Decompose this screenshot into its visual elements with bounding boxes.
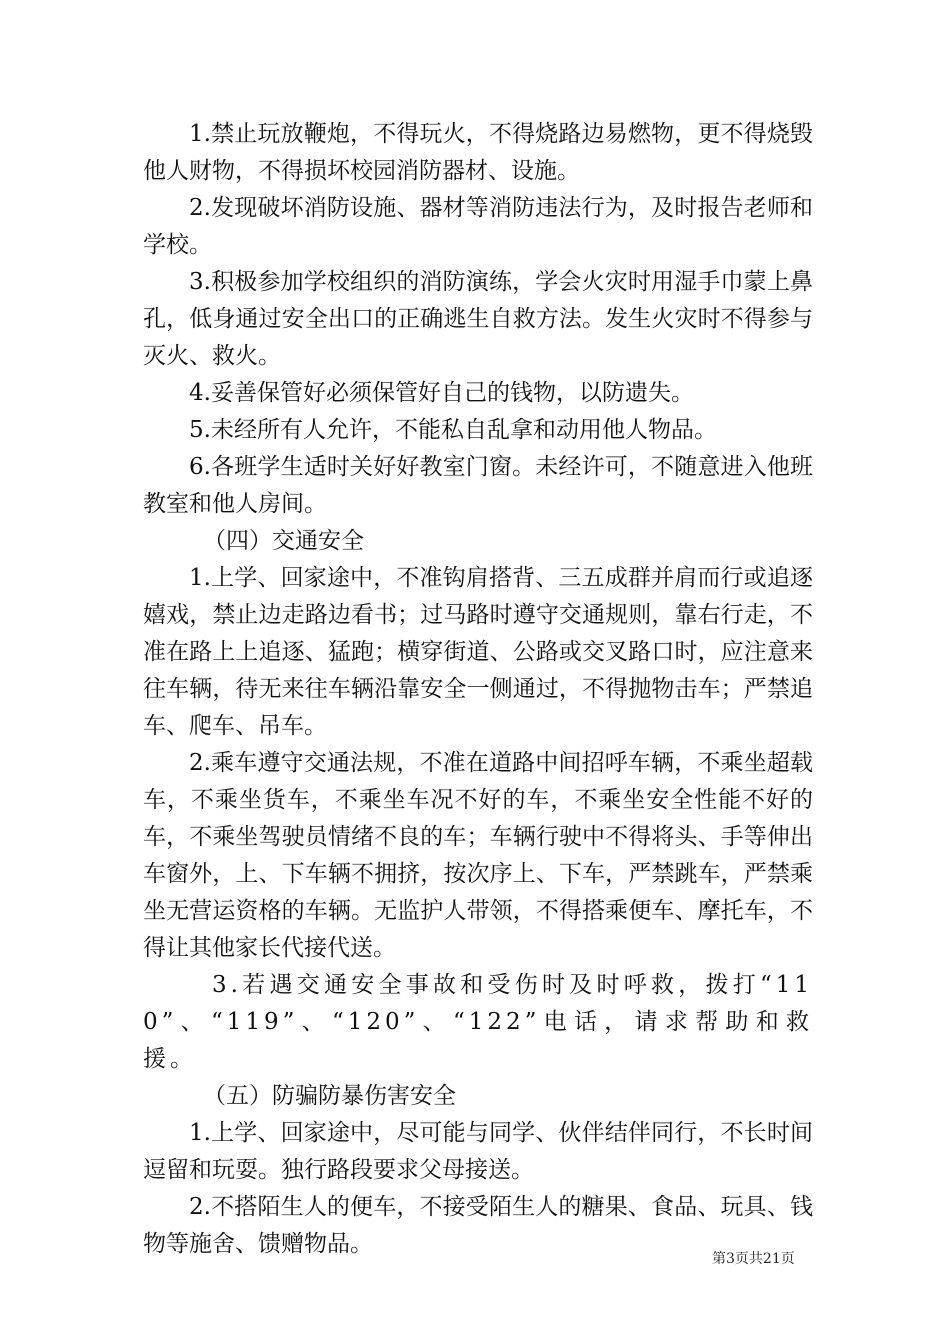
paragraph-fire-2: 2.发现破坏消防设施、器材等消防违法行为，及时报告老师和学校。 — [143, 195, 813, 258]
section-heading-fraud: （五）防骗防暴伤害安全 — [203, 1083, 456, 1109]
paragraph-fire-1: 1.禁止玩放鞭炮，不得玩火，不得烧路边易燃物，更不得烧毁他人财物，不得损坏校园消防器材、设施。 — [143, 121, 813, 184]
paragraph-traffic-2: 2.乘车遵守交通法规，不准在道路中间招呼车辆，不乘坐超载车，不乘坐货车，不乘坐车况不好的车，不乘坐安全性能不好的车，不乘坐驾驶员情绪不良的车；车辆行驶中不得将头、手等伸出车窗外，上、下车辆不拥挤，按次序上、下车，严禁跳车，严禁乘坐无营运资格的车辆。无监护人带领，不得搭乘便车、摩托车，不得让其他家长代接代送。 — [143, 750, 813, 961]
paragraph-property-5: 5.未经所有人允许，不能私自乱拿和动用他人物品。 — [189, 417, 717, 443]
section-heading-traffic: （四）交通安全 — [203, 528, 364, 554]
paragraph-traffic-3: 3.若遇交通安全事故和受伤时及时呼救，拨打“110”、“119”、“120”、“122”电话，请求帮助和救援。 — [143, 972, 813, 1072]
page-number-footer: 第3页共21页 — [712, 1251, 795, 1267]
paragraph-fraud-2: 2.不搭陌生人的便车，不接受陌生人的糖果、食品、玩具、钱物等施舍、馈赠物品。 — [143, 1194, 813, 1257]
paragraph-fraud-1: 1.上学、回家途中，尽可能与同学、伙伴结伴同行，不长时间逗留和玩耍。独行路段要求父母接送。 — [143, 1120, 813, 1183]
document-body — [143, 116, 813, 1263]
paragraph-traffic-1: 1.上学、回家途中，不准钩肩搭背、三五成群并肩而行或追逐嬉戏，禁止边走路边看书；过马路时遵守交通规则，靠右行走，不准在路上上追逐、猛跑；横穿街道、公路或交叉路口时，应注意来往车辆，待无来往车辆沿靠安全一侧通过，不得抛物击车；严禁追车、爬车、吊车。 — [143, 565, 813, 739]
paragraph-fire-3: 3.积极参加学校组织的消防演练，学会火灾时用湿手巾蒙上鼻孔，低身通过安全出口的正确逃生自救方法。发生火灾时不得参与灭火、救火。 — [143, 269, 813, 369]
paragraph-property-4: 4.妥善保管好必须保管好自己的钱物，以防遗失。 — [189, 380, 694, 406]
paragraph-property-6: 6.各班学生适时关好好教室门窗。未经许可，不随意进入他班教室和他人房间。 — [143, 454, 813, 517]
